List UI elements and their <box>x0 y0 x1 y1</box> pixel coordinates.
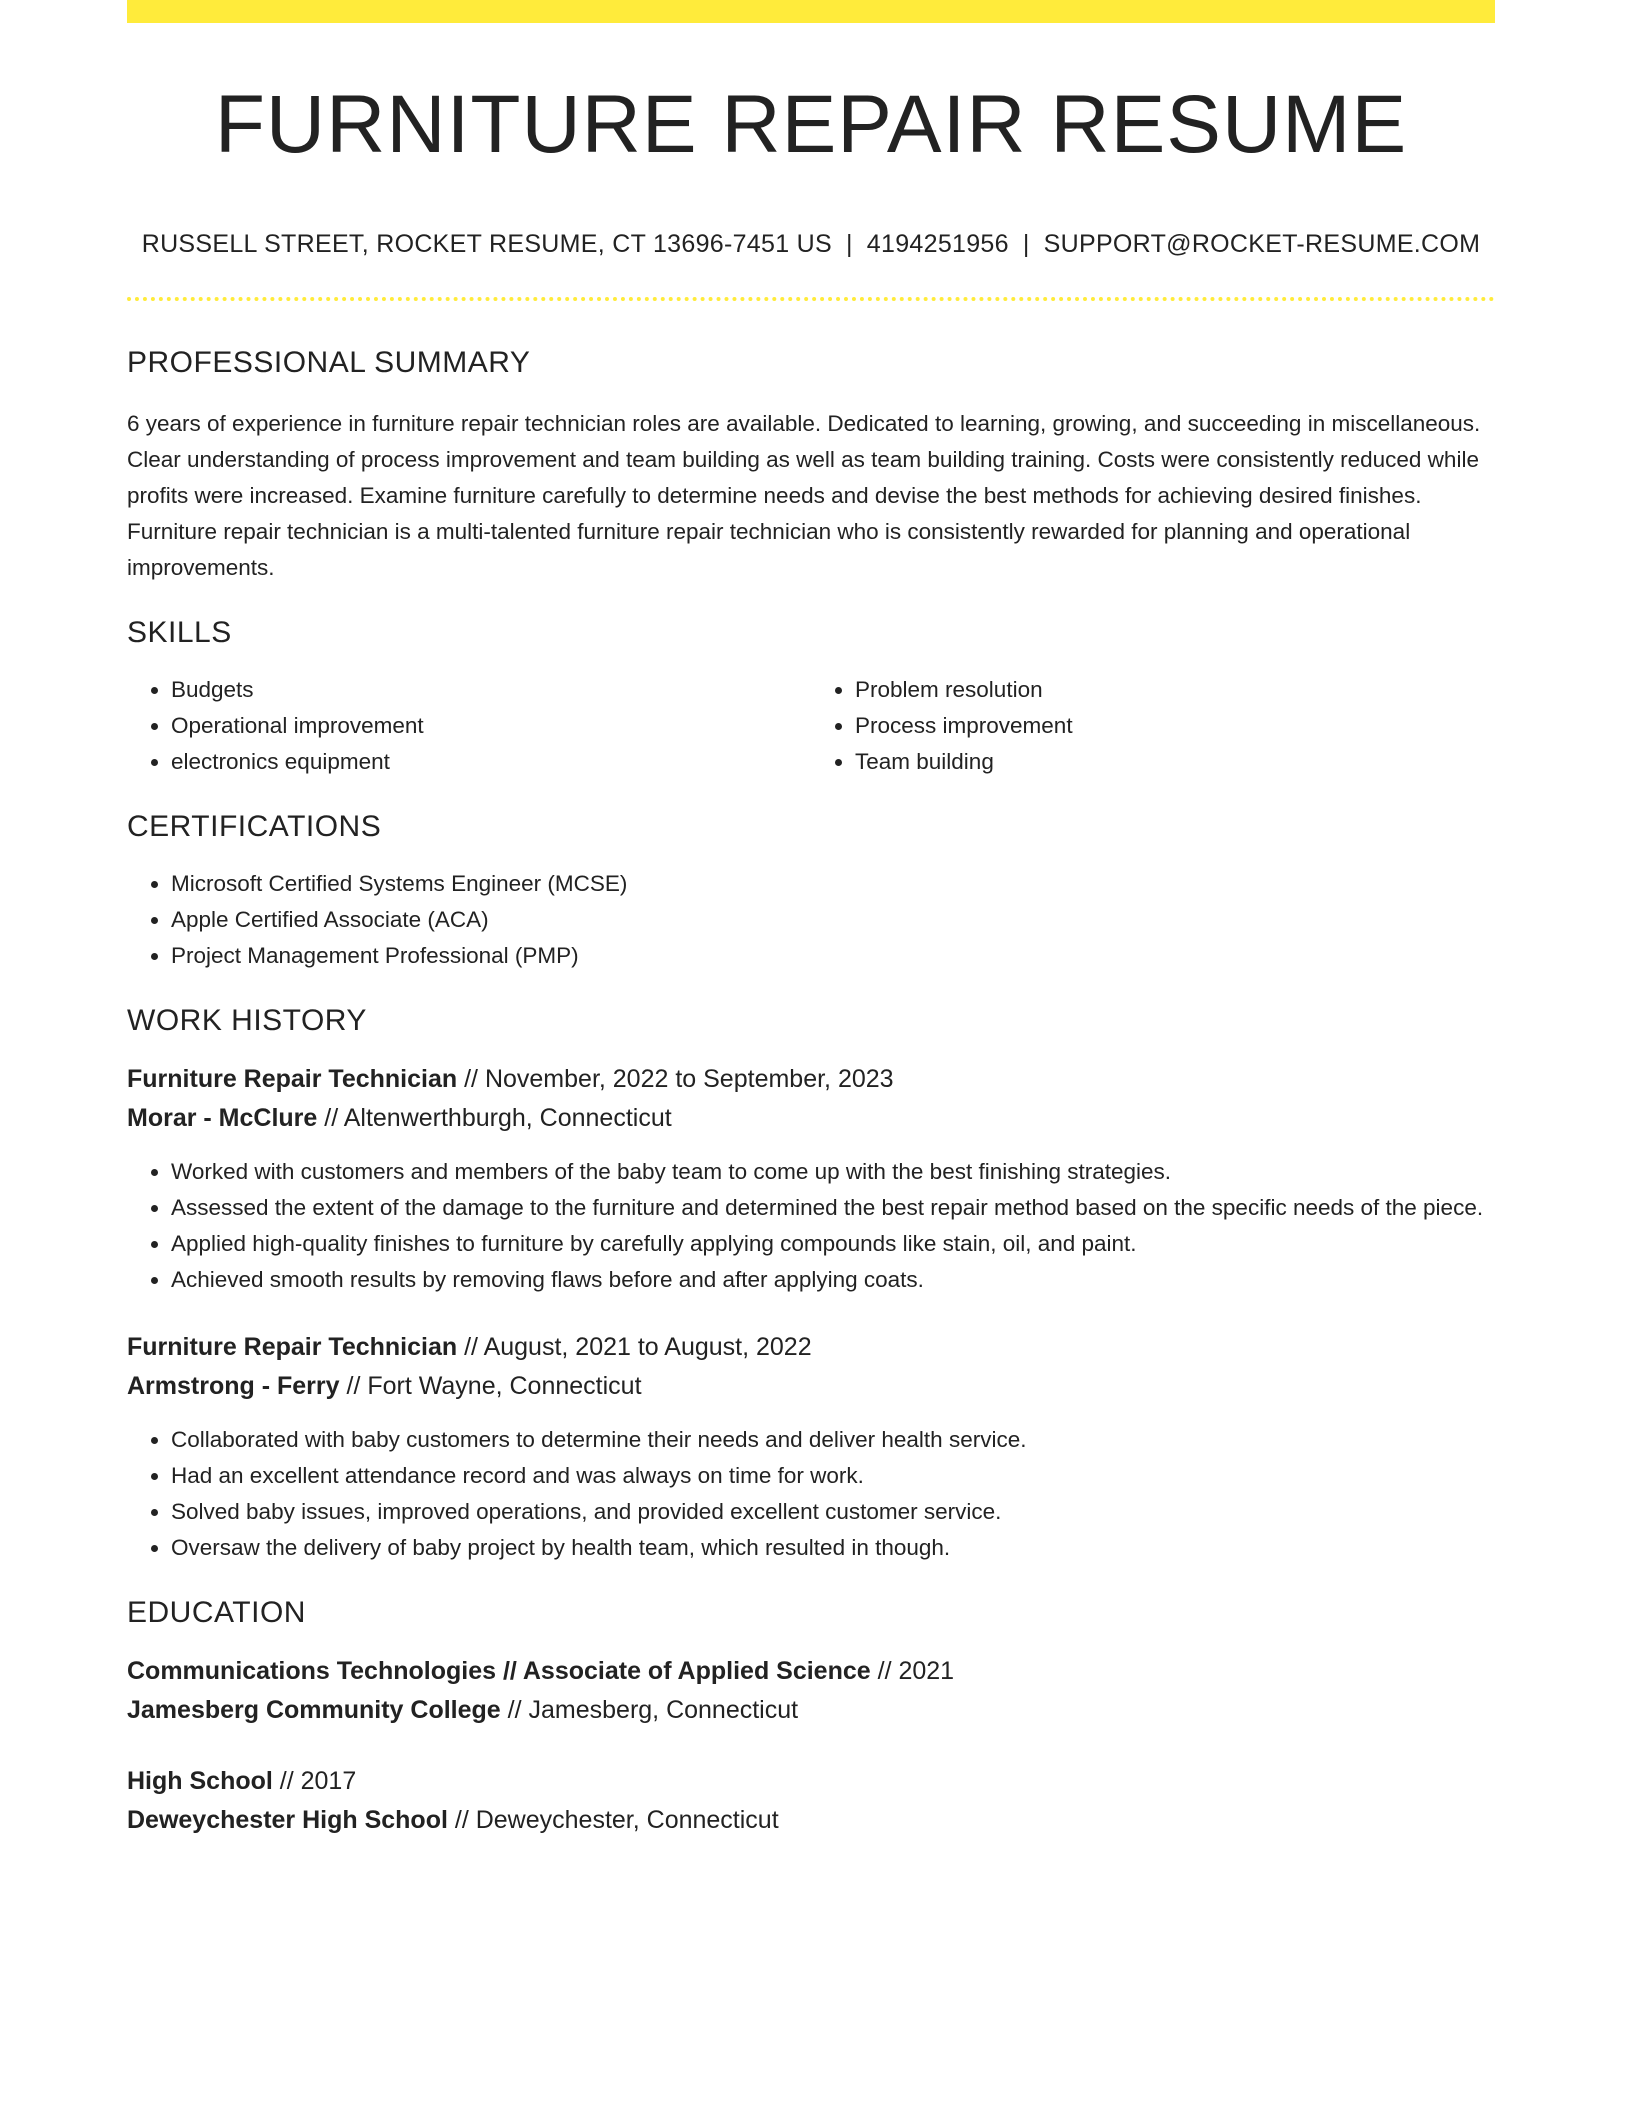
education-degree: Communications Technologies // Associate of Applied Science <box>127 1657 871 1686</box>
education-degree: High School <box>127 1767 273 1796</box>
job-title-line <box>127 1328 1495 1367</box>
work-history-heading: WORK HISTORY <box>127 1004 367 1038</box>
job-title: Furniture Repair Technician <box>127 1065 458 1094</box>
education-section <box>127 1596 1495 1840</box>
certifications-list <box>127 866 1495 974</box>
dotted-divider <box>127 297 1495 301</box>
job-bullet: • Assessed the extent of the damage to the furniture and determined the best repair method based on the specific needs of the piece. <box>171 1190 1495 1226</box>
job-dates: // November, 2022 to September, 2023 <box>464 1065 894 1094</box>
skills-list-right <box>811 672 1495 780</box>
education-entry <box>127 1652 1495 1730</box>
certifications-section <box>127 810 1495 974</box>
job-bullet: • Solved baby issues, improved operations, and provided excellent customer service. <box>171 1494 1495 1530</box>
contact-separator: | <box>1022 230 1030 259</box>
job-title-line <box>127 1060 1495 1099</box>
skill-item: • Process improvement <box>855 708 1495 744</box>
skills-heading: SKILLS <box>127 616 232 650</box>
job-location: // Altenwerthburgh, Connecticut <box>324 1104 672 1133</box>
skills-section <box>127 616 1495 780</box>
summary-heading: PROFESSIONAL SUMMARY <box>127 346 531 380</box>
job-company-line <box>127 1099 1495 1138</box>
resume-title: FURNITURE REPAIR RESUME <box>214 79 1408 170</box>
education-school: Jamesberg Community College <box>127 1696 501 1725</box>
job-bullet: • Worked with customers and members of the baby team to come up with the best finishing strategies. <box>171 1154 1495 1190</box>
education-location: // Jamesberg, Connecticut <box>507 1696 799 1725</box>
spacer <box>127 1298 1495 1328</box>
skill-item: • electronics equipment <box>171 744 811 780</box>
work-history-section <box>127 1004 1495 1566</box>
job-location: // Fort Wayne, Connecticut <box>346 1372 642 1401</box>
skill-item: • Problem resolution <box>855 672 1495 708</box>
education-heading: EDUCATION <box>127 1596 306 1630</box>
job-bullet: • Had an excellent attendance record and was always on time for work. <box>171 1458 1495 1494</box>
contact-phone[interactable]: 4194251956 <box>866 230 1009 259</box>
job-bullet: • Collaborated with baby customers to determine their needs and deliver health service. <box>171 1422 1495 1458</box>
job-bullets <box>127 1154 1495 1298</box>
certification-item: • Project Management Professional (PMP) <box>171 938 1495 974</box>
job-dates: // August, 2021 to August, 2022 <box>464 1333 812 1362</box>
job-entry <box>127 1328 1495 1566</box>
contact-address: RUSSELL STREET, ROCKET RESUME, CT 13696-7451 US <box>141 230 832 259</box>
contact-line <box>127 230 1495 259</box>
skill-item: • Budgets <box>171 672 811 708</box>
job-company: Morar - McClure <box>127 1104 318 1133</box>
education-entry <box>127 1762 1495 1840</box>
education-degree-line <box>127 1762 1495 1801</box>
job-bullet: • Achieved smooth results by removing flaws before and after applying coats. <box>171 1262 1495 1298</box>
certification-item: • Microsoft Certified Systems Engineer (MCSE) <box>171 866 1495 902</box>
job-bullet: • Applied high-quality finishes to furniture by carefully applying compounds like stain, oil, and paint. <box>171 1226 1495 1262</box>
spacer <box>127 1730 1495 1762</box>
contact-email[interactable]: SUPPORT@ROCKET-RESUME.COM <box>1043 230 1481 259</box>
education-year: // 2017 <box>279 1767 357 1796</box>
resume-page <box>127 0 1495 1840</box>
skills-list-left <box>127 672 811 780</box>
education-school: Deweychester High School <box>127 1806 448 1835</box>
education-school-line <box>127 1691 1495 1730</box>
job-company: Armstrong - Ferry <box>127 1372 340 1401</box>
job-entry <box>127 1060 1495 1298</box>
job-title: Furniture Repair Technician <box>127 1333 458 1362</box>
education-year: // 2021 <box>877 1657 955 1686</box>
job-bullets <box>127 1422 1495 1566</box>
skill-item: • Team building <box>855 744 1495 780</box>
summary-text: 6 years of experience in furniture repair technician roles are available. Dedicated to learning, growing, and succeeding in miscellaneous. Clear understanding of process improvement and team building as well as team building training. Costs were consistently reduced while profits were increased. Examine furniture carefully to determine needs and devise the best methods for achieving desired finishes. Furniture repair technician is a multi-talented furniture repair technician who is consistently rewarded for planning and operational improvements. <box>127 411 1481 581</box>
certifications-heading: CERTIFICATIONS <box>127 810 382 844</box>
top-accent-bar <box>127 0 1495 23</box>
education-degree-line <box>127 1652 1495 1691</box>
skill-item: • Operational improvement <box>171 708 811 744</box>
skills-grid <box>127 672 1495 780</box>
education-school-line <box>127 1801 1495 1840</box>
contact-separator: | <box>846 230 853 259</box>
job-bullet: • Oversaw the delivery of baby project by health team, which resulted in though. <box>171 1530 1495 1566</box>
certification-item: • Apple Certified Associate (ACA) <box>171 902 1495 938</box>
education-location: // Deweychester, Connecticut <box>454 1806 779 1835</box>
job-company-line <box>127 1367 1495 1406</box>
